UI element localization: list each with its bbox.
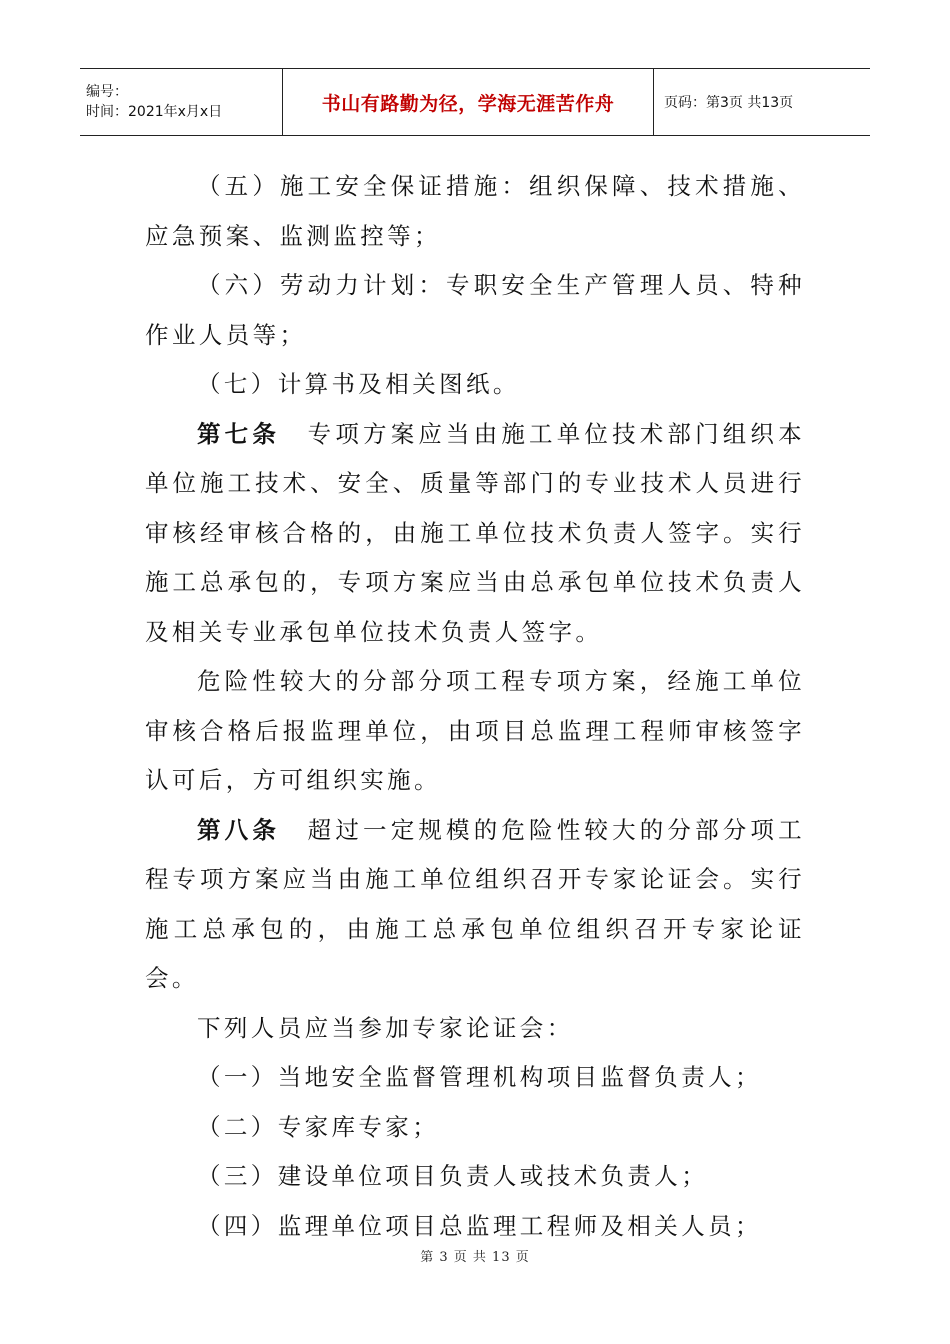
- paragraph: [145, 360, 805, 410]
- paragraph-text: 超过一定规模的危险性较大的分部分项工程专项方案应当由施工单位组织召开专家论证会。实行施工总承包的，由施工总承包单位组织召开专家论证会。: [145, 815, 805, 992]
- page-footer: [0, 1246, 950, 1265]
- paragraph: [145, 261, 805, 360]
- header-page-info: 页码：第3页 共13页: [664, 95, 794, 111]
- paragraph: [145, 657, 805, 806]
- paragraph-text: 专项方案应当由施工单位技术部门组织本单位施工技术、安全、质量等部门的专业技术人员进行审核经审核合格的，由施工单位技术负责人签字。实行施工总承包的，专项方案应当由总承包单位技术负责人及相关专业承包单位技术负责人签字。: [145, 419, 805, 646]
- paragraph-text: （二）专家库专家；: [197, 1112, 440, 1141]
- document-number-label: 编号：: [86, 84, 128, 100]
- paragraph-text: 危险性较大的分部分项工程专项方案，经施工单位审核合格后报监理单位，由项目总监理工程师审核签字认可后，方可组织实施。: [145, 667, 805, 794]
- paragraph-text: （六）劳动力计划：专职安全生产管理人员、特种作业人员等；: [145, 271, 805, 349]
- document-body: [145, 162, 805, 1251]
- paragraph: [145, 162, 805, 261]
- header-page-cell: [654, 69, 870, 135]
- paragraph: [145, 410, 805, 658]
- paragraph-text: （五）施工安全保证措施：组织保障、技术措施、应急预案、监测监控等；: [145, 172, 805, 250]
- paragraph-text: （三）建设单位项目负责人或技术负责人；: [197, 1162, 709, 1190]
- header-motto: 书山有路勤为径，学海无涯苦作舟: [321, 92, 615, 115]
- header-meta-cell: [80, 69, 283, 135]
- paragraph: [145, 1103, 805, 1153]
- paragraph: [145, 806, 805, 1004]
- paragraph: [145, 1004, 805, 1054]
- footer-page-number: 第 3 页 共 13 页: [420, 1250, 530, 1265]
- article-heading: 第八条: [197, 815, 281, 844]
- paragraph-text: （七）计算书及相关图纸。: [197, 370, 520, 398]
- paragraph-text: 下列人员应当参加专家论证会：: [197, 1013, 574, 1042]
- paragraph: [145, 1202, 805, 1252]
- paragraph: [145, 1053, 805, 1103]
- paragraph-text: （四）监理单位项目总监理工程师及相关人员；: [197, 1211, 762, 1240]
- page-header: [80, 68, 870, 136]
- paragraph-text: （一）当地安全监督管理机构项目监督负责人；: [197, 1063, 762, 1091]
- header-motto-cell: [283, 69, 654, 135]
- paragraph: [145, 1152, 805, 1202]
- document-time-label: 时间：2021年x月x日: [86, 104, 223, 120]
- article-heading: 第七条: [197, 419, 281, 448]
